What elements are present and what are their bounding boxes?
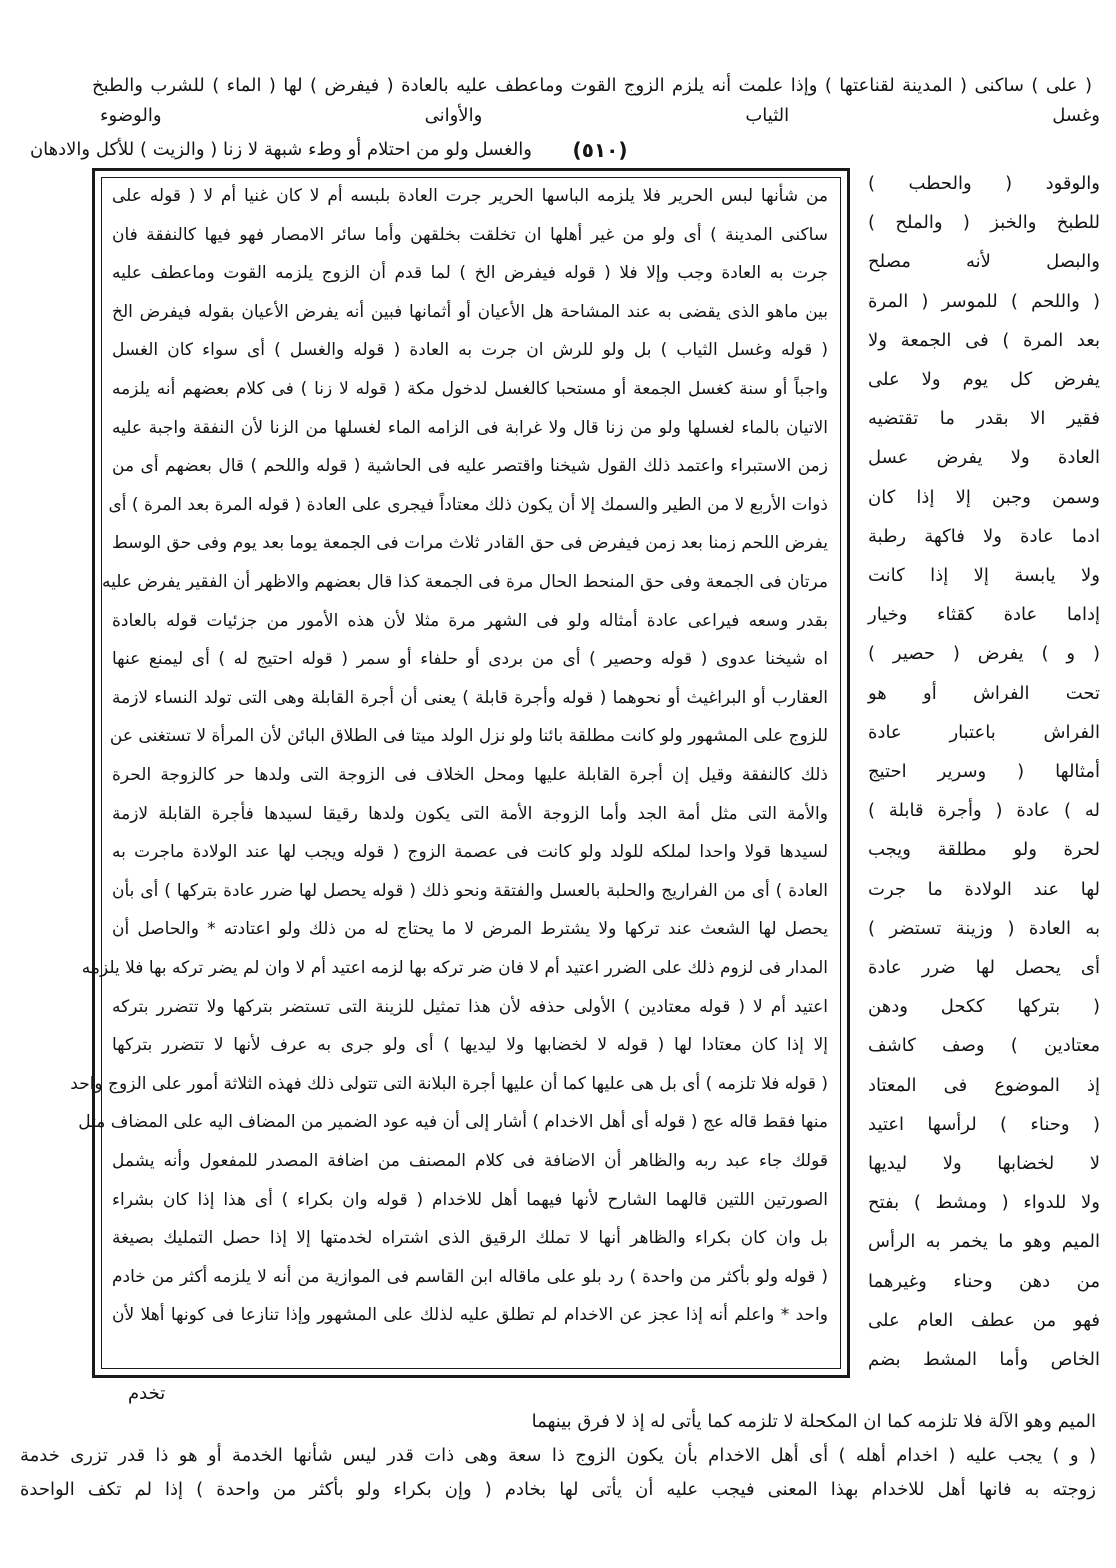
- side-line: بعد المرة ) فى الجمعة ولا: [868, 329, 1100, 351]
- side-line: الفراش باعتبار عادة: [868, 721, 1100, 743]
- side-line: يفرض كل يوم ولا على: [868, 369, 1100, 390]
- bottom-note: تخدم: [128, 1383, 166, 1404]
- commentary-line: مرتان فى الجمعة وفى حق المنحط الحال مرة فى الجمعة كذا قال بعضهم والاظهر أن الفقير يفرض عليه: [101, 572, 828, 592]
- commentary-line: الصورتين اللتين قالهما الشارح لأنها فيهما أهل للاخدام ( قوله وان بكراء ) أى هذا إذا كان بشراء: [112, 1189, 828, 1210]
- side-line: لها عند الولادة ما جرت: [868, 878, 1100, 900]
- side-line: ادما عادة ولا فاكهة رطبة: [868, 525, 1100, 547]
- commentary-line: للزوج على المشهور ولو كانت مطلقة بائنا ولو نزل الولد ميتا فى الطلاق البائن لأن المرأة لا تستغنى عن: [109, 726, 828, 747]
- side-line: لا لخضابها ولا ليديها: [868, 1153, 1100, 1174]
- bottom-line: الميم وهو الآلة فلا تلزمه كما ان المكحلة لا تلزمه كما يأتى له إذ لا فرق بينهما: [531, 1411, 1096, 1432]
- side-line: ( وحناء ) لرأسها اعتيد: [868, 1113, 1100, 1135]
- commentary-line: لسيدها قولا واحدا لملكه للولد ولو كانت فى عصمة الزوج ( قوله ويجب لها عند الولادة ماجرت به: [112, 842, 828, 863]
- page-number: (٥١٠): [572, 138, 628, 162]
- side-line: لحرة ولو مطلقة ويجب: [868, 839, 1100, 861]
- commentary-line: والأمة التى مثل أمة الجد وأما الزوجة الأمة التى يكون ولدها رقيقا لسيدها فأجرة القابلة لازمة: [112, 803, 828, 824]
- commentary-line: ( قوله وغسل الثياب ) بل ولو للرش ان جرت به العادة ( قوله والغسل ) أى سواء كان الغسل: [112, 340, 828, 361]
- commentary-line: ( قوله ولو بأكثر من واحدة ) رد بلو على ماقاله ابن القاسم فى الموازية من أنه لا يلزمه أكثر من خادم: [112, 1266, 828, 1287]
- commentary-line: اعتيد أم لا ( قوله معتادين ) الأولى حذفه لأن هذا تمثيل للزينة التى تستضر بتركها ولا تتضرر بتركه: [112, 996, 828, 1017]
- header-line-3: والغسل ولو من احتلام أو وطء شبهة لا زنا ( والزيت ) للأكل والادهان: [29, 139, 532, 160]
- commentary-line: واجباً أو سنة كغسل الجمعة أو مستحبا كالغسل لدخول مكة ( قوله لا زنا ) فى كلام بعضهم أنه يلزمه: [112, 379, 828, 399]
- side-line: تحت الفراش أو هو: [868, 682, 1100, 704]
- commentary-line: زمن الاستبراء واعتمد ذلك القول شيخنا واقتصر عليه فى الحاشية ( قوله واللحم ) قال بعضهم أى من: [112, 456, 828, 477]
- commentary-line: إلا إذا كان معتادا لها ( قوله لا لخضابها ولا ليديها ) أى ولو جرى به عرف لأنها لا تتضرر بتركها: [112, 1035, 828, 1056]
- commentary-line: ذلك كالنفقة وقيل إن أجرة القابلة عليها ومحل الخلاف فى الزوجة التى ولدها حر كالزوجة الحرة: [112, 765, 828, 785]
- side-line: من دهن وحناء وغيرهما: [868, 1270, 1100, 1292]
- commentary-line: يفرض اللحم زمنا بعد زمن فيفرض فى حق القادر ثلاث مرات فى الجمعة يوما بعد يوم وفى حق الوسط: [112, 533, 828, 554]
- commentary-line: من شأنها لبس الحرير فلا يلزمه الباسها الحرير جرت العادة بلبسه أم لا كان غنيا أم لا ( قوله على: [112, 186, 828, 206]
- side-line: والوقود ( والحطب ): [868, 173, 1100, 194]
- commentary-line: يحصل لها الشعث عند تركها ولا يشترط المرض لا ما يحتاج له من ذلك ولو اعتادته * والحاصل أن: [112, 919, 828, 940]
- commentary-line: بل وان كان بكراء والظاهر أنها لا تملك الرقيق الذى اشتراه لخدمتها إلا إذا حصل التمليك بصيغة: [112, 1228, 828, 1249]
- side-line: للطبخ والخبز ( والملح ): [868, 212, 1100, 234]
- commentary-line: المدار فى لزوم ذلك على الضرر اعتيد أم لا فان ضر تركه بها لزمه اعتيد أم لا وان لم يضر تركه بها فلا يلزمه: [81, 958, 828, 978]
- side-line: به العادة ( وزينة تستضر ): [868, 917, 1100, 939]
- commentary-line: منها فقط قاله عج ( قوله أى أهل الاخدام ) أشار إلى أن فيه عود الضمير من المضاف اليه على المضاف مثل: [78, 1112, 828, 1133]
- side-line: ( بتركها ككحل ودهن: [868, 996, 1100, 1018]
- bottom-line: ( و ) يجب عليه ( اخدام أهله ) أى أهل الاخدام بأن يكون الزوج ذا سعة وهى ذات قدر ليس شأنها الخدمة أو هو ذا قدر تزرى خدمة: [20, 1445, 1096, 1466]
- commentary-line: اه شيخنا عدوى ( قوله وحصير ) أى من بردى أو حلفاء أو سمر ( قوله احتيج له ) أى ليمنع عنها: [112, 649, 828, 670]
- commentary-line: بقدر وسعه فيراعى عادة أمثاله ولو فى الشهر مرة مثلا لأن هذه الأمور من جزئيات قوله بالعادة: [112, 610, 828, 631]
- side-line: فهو من عطف العام على: [868, 1309, 1100, 1331]
- commentary-line: العقارب أو البراغيث أو نحوهما ( قوله وأجرة قابلة ) يعنى أن أجرة القابلة وهى التى تولد النساء لازمة: [112, 687, 828, 708]
- commentary-line: ذوات الأربع لا من الطير والسمك إلا أن يكون ذلك معتاداً فيجرى على العادة ( قوله المرة بعد المرة ) أى: [108, 494, 828, 515]
- commentary-line: الاتيان بالماء لغسلها ولو من زنا قال ولا غرابة فى الزامه الماء لغسلها من الزنا لأن النفقة واجبة عليه: [112, 417, 828, 438]
- commentary-line: ( قوله فلا تلزمه ) أى بل هى عليها كما أن عليها أجرة البلانة التى تتولى ذلك فهذه الثلاثة أمور على الزوج واحد: [70, 1073, 828, 1094]
- commentary-line: العادة ) أى من الفراريج والحلبة بالعسل والفتقة ونحو ذلك ( قوله يحصل لها ضرر عادة بتركها ) أى بأن: [112, 880, 828, 901]
- commentary-line: واحد * واعلم أنه إذا عجز عن الاخدام لم تطلق عليه لذلك على المشهور وإذا تنازعا فى كونها أهلا لأن: [112, 1305, 828, 1326]
- header-line-1: ( على ) ساكنى ( المدينة لقناعتها ) وإذا علمت أنه يلزم الزوج القوت وماعطف عليه بالعادة ( فيفرض ) لها ( الماء ) للشرب والطبخ: [92, 75, 1092, 96]
- bottom-line: زوجته به فانها أهل للاخدام بهذا المعنى فيجب عليه أن يأتى لها بخادم ( وإن بكراء ولو بأكثر من واحدة ) إذا لم تكف الواحدة: [20, 1479, 1096, 1500]
- side-line: إذ الموضوع فى المعتاد: [868, 1074, 1100, 1096]
- side-line: أمثالها ( وسرير احتيج: [868, 761, 1100, 782]
- side-line: معتادين ) وصف كاشف: [868, 1035, 1100, 1057]
- commentary-line: جرت به العادة وجب وإلا فلا ( قوله فيفرض الخ ) لما قدم أن الزوج يلزمه القوت وماعطف عليه: [112, 263, 828, 284]
- side-line: أى يحصل لها ضرر عادة: [868, 957, 1100, 978]
- commentary-line: بين ماهو الذى يقضى به عند المشاحة هل الأعيان أو أثمانها فبين أنه يفرض الأعيان بقوله فيفرض الخ: [112, 301, 828, 322]
- side-line: له ) عادة ( وأجرة قابلة ): [868, 800, 1100, 822]
- side-line: ( و ) يفرض ( حصير ): [868, 643, 1100, 665]
- side-line: فقير الا بقدر ما تقتضيه: [868, 408, 1100, 430]
- side-line: إداما عادة كقثاء وخيار: [868, 604, 1100, 626]
- side-line: العادة ولا يفرض عسل: [868, 447, 1100, 469]
- side-line: والبصل لأنه مصلح: [868, 251, 1100, 273]
- side-line: وسمن وجبن إلا إذا كان: [868, 486, 1100, 508]
- commentary-line: ساكنى المدينة ) أى ولو من غير أهلها ان تخلقت بخلقهن وأما سائر الامصار فهو فيها كالنفقة فان: [112, 224, 828, 245]
- side-line: ولا للدواء ( ومشط ) بفتح: [868, 1192, 1100, 1214]
- side-line: الميم وهو ما يخمر به الرأس: [868, 1231, 1100, 1253]
- commentary-line: قولك جاء عبد ربه والظاهر أن الاضافة فى كلام المصنف من اضافة المصدر للمفعول وأنه يشمل: [112, 1151, 828, 1171]
- side-line: ولا يابسة إلا إذا كانت: [868, 565, 1100, 586]
- side-line: الخاص وأما المشط بضم: [868, 1349, 1100, 1370]
- header-line-2: وغسل الثياب والأوانى والوضوء: [100, 105, 1100, 126]
- side-line: ( واللحم ) للموسر ( المرة: [868, 290, 1100, 312]
